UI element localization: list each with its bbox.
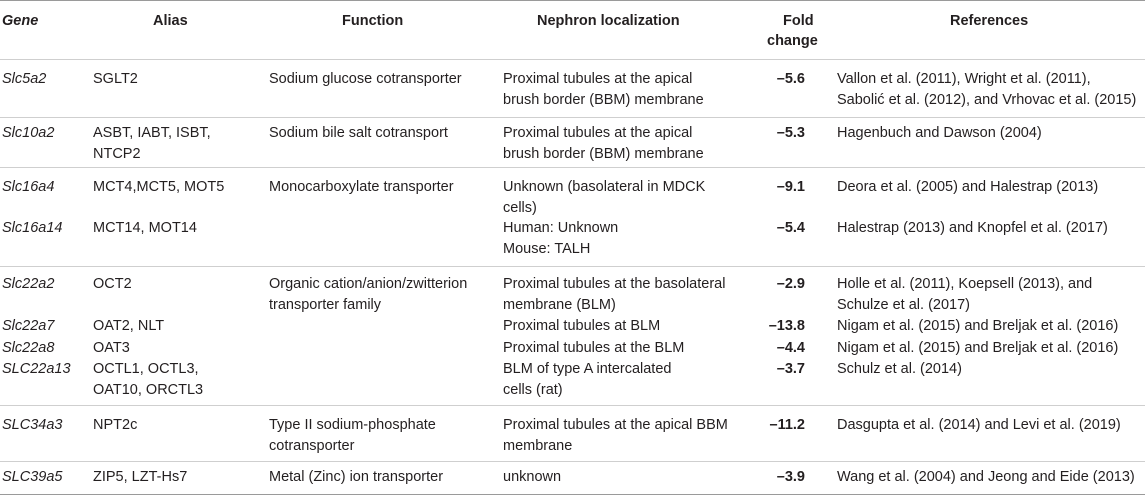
row-localization: cells (rat) — [503, 382, 563, 398]
row-gene: Slc16a14 — [2, 220, 63, 236]
row-alias: NTCP2 — [93, 146, 141, 162]
row-gene: Slc22a7 — [2, 318, 55, 334]
row-fold-change: –2.9 — [776, 276, 805, 292]
row-function: Type II sodium-phosphate — [269, 417, 436, 433]
row-references: Hagenbuch and Dawson (2004) — [837, 125, 1042, 141]
row-fold-change: –11.2 — [769, 417, 805, 433]
row-function: transporter family — [269, 297, 382, 313]
row-function: Metal (Zinc) ion transporter — [269, 469, 444, 485]
header-function: Function — [342, 13, 404, 29]
header-alias: Alias — [153, 13, 188, 29]
row-function: Organic cation/anion/zwitterion — [269, 276, 468, 292]
row-gene: Slc16a4 — [2, 179, 55, 195]
group-rule — [0, 461, 1145, 462]
row-references: Vallon et al. (2011), Wright et al. (2011), — [837, 71, 1091, 87]
row-localization: Proximal tubules at the basolateral — [503, 276, 726, 292]
row-alias: ASBT, IABT, ISBT, — [93, 125, 211, 141]
row-references: Dasgupta et al. (2014) and Levi et al. (2019) — [837, 417, 1121, 433]
row-alias: OCTL1, OCTL3, — [93, 361, 199, 377]
row-localization: Human: Unknown — [503, 220, 619, 236]
header-localization: Nephron localization — [537, 13, 680, 29]
header-fold-line2: change — [767, 33, 818, 49]
table-top-rule — [0, 0, 1145, 1]
row-alias: NPT2c — [93, 417, 138, 433]
row-localization: Proximal tubules at the apical — [503, 71, 693, 87]
row-references: Halestrap (2013) and Knopfel et al. (2017) — [837, 220, 1108, 236]
row-alias: SGLT2 — [93, 71, 138, 87]
row-function: Sodium bile salt cotransport — [269, 125, 448, 141]
row-alias: OAT10, ORCTL3 — [93, 382, 204, 398]
row-fold-change: –5.3 — [776, 125, 805, 141]
row-alias: OAT3 — [93, 340, 130, 356]
row-localization: brush border (BBM) membrane — [503, 92, 704, 108]
row-localization: Proximal tubules at BLM — [503, 318, 661, 334]
row-localization: Proximal tubules at the apical — [503, 125, 693, 141]
row-fold-change: –3.9 — [776, 469, 805, 485]
header-gene: Gene — [2, 13, 39, 29]
row-references: Deora et al. (2005) and Halestrap (2013) — [837, 179, 1099, 195]
row-localization: Unknown (basolateral in MDCK — [503, 179, 706, 195]
row-localization: membrane — [503, 438, 573, 454]
row-gene: Slc22a2 — [2, 276, 55, 292]
row-references: Schulz et al. (2014) — [837, 361, 962, 377]
row-gene: SLC39a5 — [2, 469, 63, 485]
row-alias: MCT4,MCT5, MOT5 — [93, 179, 225, 195]
row-references: Nigam et al. (2015) and Breljak et al. (2016) — [837, 318, 1119, 334]
row-gene: SLC22a13 — [2, 361, 71, 377]
row-localization: Mouse: TALH — [503, 241, 591, 257]
row-localization: Proximal tubules at the BLM — [503, 340, 685, 356]
group-rule — [0, 117, 1145, 118]
header-rule — [0, 59, 1145, 60]
header-references: References — [950, 13, 1029, 29]
row-alias: ZIP5, LZT-Hs7 — [93, 469, 188, 485]
row-function: cotransporter — [269, 438, 355, 454]
row-alias: OAT2, NLT — [93, 318, 165, 334]
row-gene: Slc22a8 — [2, 340, 55, 356]
row-gene: Slc10a2 — [2, 125, 55, 141]
table-bottom-rule — [0, 494, 1145, 495]
row-function: Sodium glucose cotransporter — [269, 71, 462, 87]
row-fold-change: –13.8 — [768, 318, 805, 334]
row-localization: unknown — [503, 469, 562, 485]
row-gene: Slc5a2 — [2, 71, 47, 87]
row-alias: MCT14, MOT14 — [93, 220, 197, 236]
row-references: Sabolić et al. (2012), and Vrhovac et al. (2015) — [837, 92, 1137, 108]
row-fold-change: –3.7 — [776, 361, 805, 377]
row-alias: OCT2 — [93, 276, 132, 292]
row-fold-change: –9.1 — [776, 179, 805, 195]
row-localization: membrane (BLM) — [503, 297, 616, 313]
row-references: Nigam et al. (2015) and Breljak et al. (2016) — [837, 340, 1119, 356]
row-localization: cells) — [503, 200, 537, 216]
row-references: Schulze et al. (2017) — [837, 297, 970, 313]
group-rule — [0, 167, 1145, 168]
row-fold-change: –5.6 — [776, 71, 805, 87]
group-rule — [0, 266, 1145, 267]
row-localization: Proximal tubules at the apical BBM — [503, 417, 728, 433]
header-fold-line1: Fold — [783, 13, 814, 29]
row-localization: BLM of type A intercalated — [503, 361, 672, 377]
row-fold-change: –5.4 — [776, 220, 805, 236]
row-localization: brush border (BBM) membrane — [503, 146, 704, 162]
row-function: Monocarboxylate transporter — [269, 179, 454, 195]
row-references: Holle et al. (2011), Koepsell (2013), and — [837, 276, 1093, 292]
row-references: Wang et al. (2004) and Jeong and Eide (2013) — [837, 469, 1135, 485]
row-gene: SLC34a3 — [2, 417, 63, 433]
group-rule — [0, 405, 1145, 406]
row-fold-change: –4.4 — [776, 340, 805, 356]
